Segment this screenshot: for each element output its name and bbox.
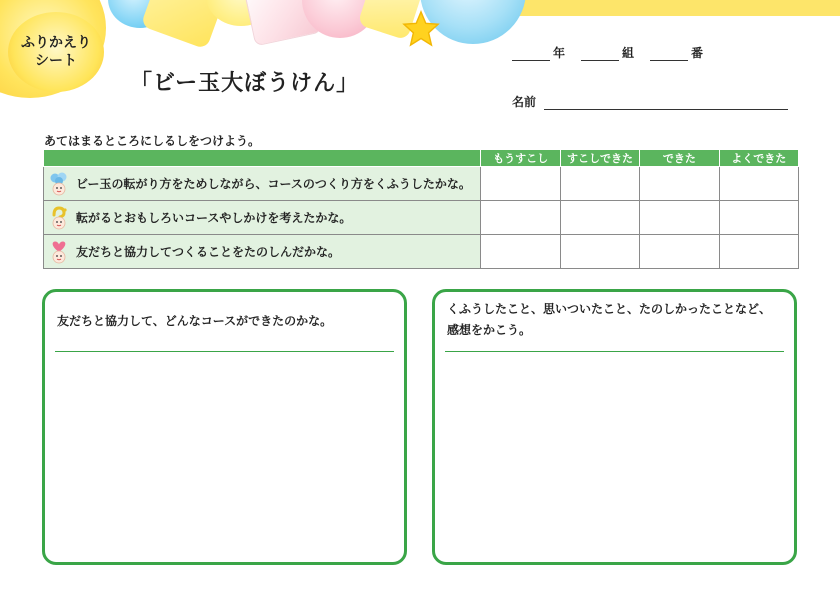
row2-yokudekita-cell[interactable]: [719, 201, 798, 235]
row-item-3: [44, 235, 481, 269]
pink-face-icon: [48, 240, 70, 264]
row1-sukoshidekita-cell[interactable]: [560, 167, 639, 201]
class-label: 組: [622, 46, 635, 60]
year-field[interactable]: [512, 47, 550, 61]
star-icon: [402, 10, 440, 48]
table-header-row: [44, 150, 799, 167]
row-item-3-text: 友だちと協力してつくることをたのしんだかな。: [76, 245, 341, 259]
table-row: [44, 235, 799, 269]
impressions-prompt: [447, 299, 771, 341]
header-col-1: もうすこし: [481, 150, 560, 167]
row3-yokudekita-cell[interactable]: [719, 235, 798, 269]
row-item-2: [44, 201, 481, 235]
badge-line1: ふりかえり: [21, 35, 91, 51]
row-item-1: [44, 167, 481, 201]
name-label: 名前: [512, 95, 537, 109]
course-reflection-prompt: 友だちと協力して、どんなコースができたのかな。: [57, 314, 333, 328]
row3-mousukoshi-cell[interactable]: [481, 235, 560, 269]
impressions-prompt-line1: くふうしたこと、思いついたこと、たのしかったことなど、: [447, 302, 772, 316]
table-row: [44, 167, 799, 201]
row-item-1-text: ビー玉の転がり方をためしながら、コースのつくり方をくふうしたかな。: [76, 177, 471, 191]
year-label: 年: [553, 46, 566, 60]
impressions-box[interactable]: [432, 289, 797, 565]
row1-yokudekita-cell[interactable]: [719, 167, 798, 201]
course-reflection-box[interactable]: [42, 289, 407, 565]
top-yellow-strip: [505, 0, 840, 16]
blue-face-icon: [48, 172, 70, 196]
instruction-text: あてはまるところにしるしをつけよう。: [44, 134, 261, 148]
self-evaluation-table: [43, 150, 799, 269]
row2-dekita-cell[interactable]: [640, 201, 719, 235]
class-info-row: [512, 44, 703, 61]
page-title: 「ビー玉大ぼうけん」: [130, 71, 360, 96]
row2-mousukoshi-cell[interactable]: [481, 201, 560, 235]
row1-dekita-cell[interactable]: [640, 167, 719, 201]
table-row: [44, 201, 799, 235]
row1-mousukoshi-cell[interactable]: [481, 167, 560, 201]
header-col-2: すこしできた: [560, 150, 639, 167]
header-col-3: できた: [640, 150, 719, 167]
impressions-prompt-line2: 感想をかこう。: [447, 323, 532, 337]
name-row: [512, 93, 788, 110]
row2-sukoshidekita-cell[interactable]: [560, 201, 639, 235]
yellow-face-icon: [48, 206, 70, 230]
class-field[interactable]: [581, 47, 619, 61]
row3-dekita-cell[interactable]: [640, 235, 719, 269]
name-field[interactable]: [544, 96, 788, 110]
header-blank: [44, 150, 481, 167]
number-label: 番: [691, 46, 704, 60]
row-item-2-text: 転がるとおもしろいコースやしかけを考えたかな。: [76, 211, 352, 225]
prompt-underline: [445, 351, 784, 352]
header-col-4: よくできた: [719, 150, 798, 167]
review-sheet-badge: [8, 12, 104, 92]
badge-line2: シート: [35, 53, 77, 69]
number-field[interactable]: [650, 47, 688, 61]
row3-sukoshidekita-cell[interactable]: [560, 235, 639, 269]
prompt-underline: [55, 351, 394, 352]
